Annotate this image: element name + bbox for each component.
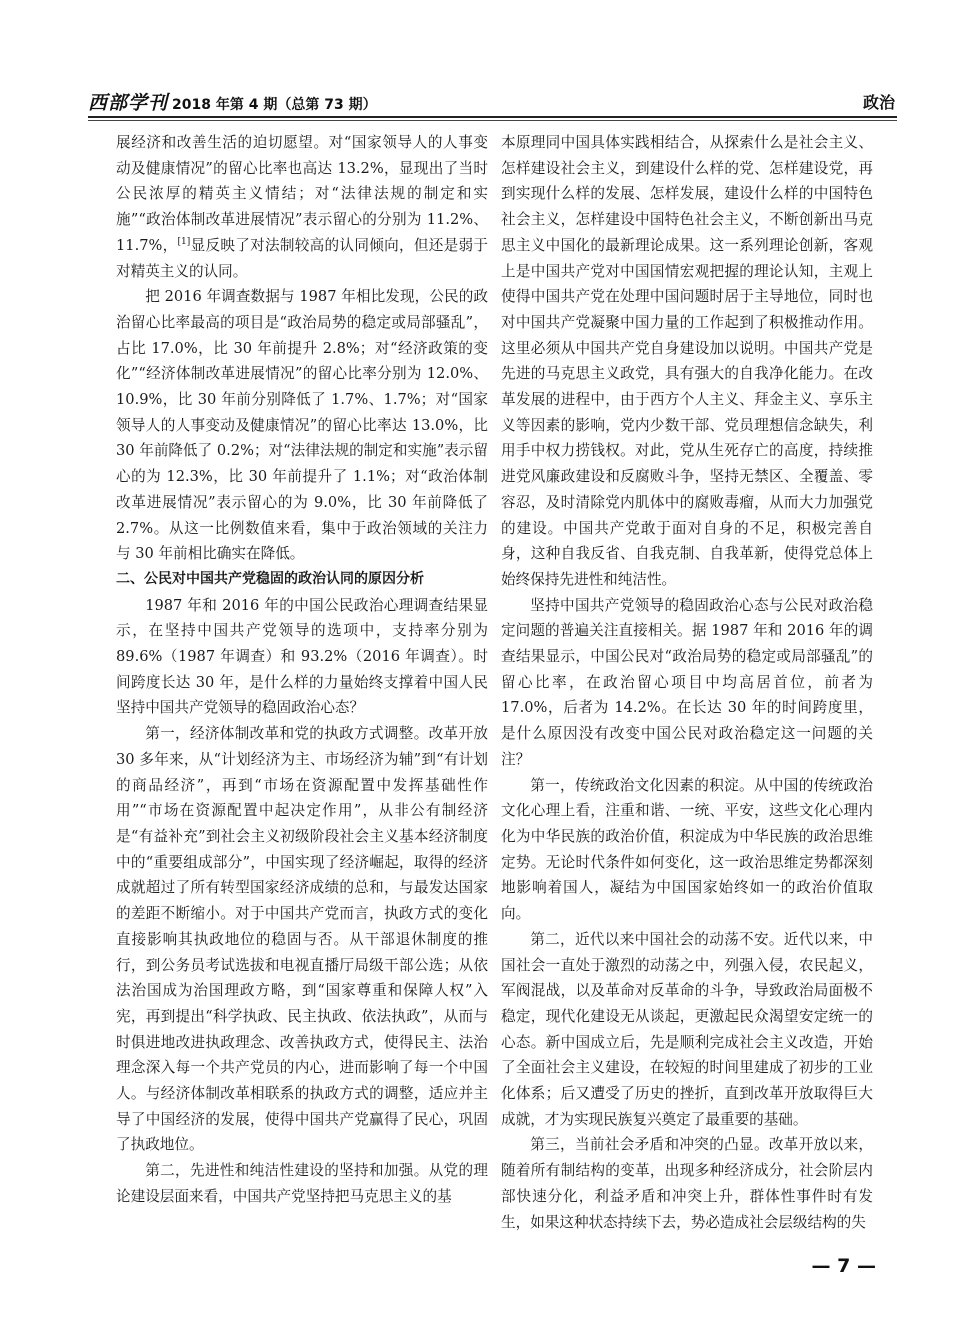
header-rule-thin — [88, 120, 897, 121]
section-heading: 二、公民对中国共产党稳固的政治认同的原因分析 — [116, 570, 424, 587]
page-number: — 7 — — [811, 1255, 876, 1277]
paragraph: 1987 年和 2016 年的中国公民政治心理调查结果显示，在坚持中国共产党领导的选项中，支持率分别为 89.6%（1987 年调查）和 93.2%（2016 年调查）。时间跨度长达 30 年，是什么样的力量始终支撑着中国人民坚持中国共产党领导的稳固政治心态？ — [116, 596, 488, 717]
issue-info: 2018 年第 4 期（总第 73 期） — [172, 97, 377, 113]
citation-ref: [1] — [177, 236, 191, 247]
paragraph: 第二，近代以来中国社会的动荡不安。近代以来，中国社会一直处于激烈的动荡之中，列强入侵，农民起义，军阀混战，以及革命对反革命的斗争，导致政治局面极不稳定，现代化建设无从谈起，更激起民众渴望安定统一的心态。新中国成立后，先是顺利完成社会主义改造，开始了全面社会主义建设，在较短的时间里建成了初步的工业化体系；后又遭受了历史的挫折，直到改革开放取得巨大成就，才为实现民族复兴奠定了最重要的基础。 — [501, 930, 873, 1128]
paragraph: 第三，当前社会矛盾和冲突的凸显。改革开放以来，随着所有制结构的变革，出现多种经济成分，社会阶层内部快速分化，利益矛盾和冲突上升，群体性事件时有发生，如果这种状态持续下去，势必造成社会层级结构的失 — [501, 1136, 873, 1231]
left-column — [116, 130, 488, 1210]
right-column — [501, 130, 873, 1235]
paragraph: 坚持中国共产党领导的稳固政治心态与公民对政治稳定问题的普遍关注直接相关。据 1987 年和 2016 年的调查结果显示，中国公民对“政治局势的稳定或局部骚乱”的留心比率，在政治留心项目中均高居首位，前者为 17.0%，后者为 14.2%。在长达 30 年的时间跨度里，是什么原因没有改变中国公民对政治稳定这一问题的关注？ — [501, 596, 873, 768]
journal-logo: 西部学刊 — [88, 92, 169, 114]
paragraph: 把 2016 年调查数据与 1987 年相比发现，公民的政治留心比率最高的项目是“政治局势的稳定或局部骚乱”，占比 17.0%，比 30 年前提升 2.8%；对“经济政策的变化”“经济体制改革进展情况”的留心比率分别为 12.0%、10.9%，比 30 年前分别降低了 1.7%、1.7%；对“国家领导人的人事变动及健康情况”的留心比率达 13.0%，比 30 年前降低了 0.2%；对“法律法规的制定和实施”表示留心的为 12.3%，比 30 年前提升了 1.1%；对“政治体制改革进展情况”表示留心的为 9.0%，比 30 年前降低了 2.7%。从这一比例数值来看，集中于政治领域的关注力与 30 年前相比确实在降低。 — [116, 288, 488, 563]
paragraph: 本原理同中国具体实践相结合，从探索什么是社会主义、怎样建设社会主义，到建设什么样的党、怎样建设党，再到实现什么样的发展、怎样发展，建设什么样的中国特色社会主义，怎样建设中国特色社会主义，不断创新出马克思主义中国化的最新理论成果。这一系列理论创新，客观上是中国共产党对中国国情宏观把握的理论认知，主观上使得中国共产党在处理中国问题时居于主导地位，同时也对中国共产党凝聚中国力量的工作起到了积极推动作用。这里必须从中国共产党自身建设加以说明。中国共产党是先进的马克思主义政党，具有强大的自我净化能力。在改革发展的进程中，由于西方个人主义、拜金主义、享乐主义等因素的影响，党内少数干部、党员理想信念缺失，利用手中权力捞钱权。对此，党从生死存亡的高度，持续推进党风廉政建设和反腐败斗争，坚持无禁区、全覆盖、零容忍，及时清除党内肌体中的腐败毒瘤，从而大力加强党的建设。中国共产党敢于面对自身的不足，积极完善自身，这种自我反省、自我克制、自我革新，使得党总体上始终保持先进性和纯洁性。 — [501, 134, 873, 588]
header-rule — [88, 116, 897, 118]
running-header — [88, 84, 897, 114]
paragraph-text: 展经济和改善生活的迫切愿望。对“国家领导人的人事变动及健康情况”的留心比率也高达 13.2%，显现出了当时公民浓厚的精英主义情结；对“法律法规的制定和实施”“政治体制改革进展情况”表示留心的分别为 11.2%、11.7%， — [116, 134, 488, 254]
paragraph-text: 显反映了对法制较高的认同倾向，但还是弱于对精英主义的认同。 — [116, 236, 488, 280]
paragraph: 第二，先进性和纯洁性建设的坚持和加强。从党的理论建设层面来看，中国共产党坚持把马克思主义的基 — [116, 1162, 488, 1205]
paragraph — [116, 130, 488, 284]
paragraph: 第一，经济体制改革和党的执政方式调整。改革开放 30 多年来，从“计划经济为主、市场经济为辅”到“有计划的商品经济”，再到“市场在资源配置中发挥基础性作用”“市场在资源配置中起决定作用”，从非公有制经济是“有益补充”到社会主义初级阶段社会主义基本经济制度中的“重要组成部分”，中国实现了经济崛起，取得的经济成就超过了所有转型国家经济成绩的总和，与最发达国家的差距不断缩小。对于中国共产党而言，执政方式的变化直接影响其执政地位的稳固与否。从干部退休制度的推行，到公务员考试选拔和电视直播厅局级干部公选；从依法治国成为治国理政方略，到“国家尊重和保障人权”入宪，再到提出“科学执政、民主执政、依法执政”，从而与时俱进地改进执政理念、改善执政方式，使得民主、法治理念深入每一个共产党员的内心，进而影响了每一个中国人。与经济体制改革相联系的执政方式的调整，适应并主导了中国经济的发展，使得中国共产党赢得了民心，巩固了执政地位。 — [116, 725, 488, 1154]
header-left — [88, 88, 377, 115]
paragraph: 第一，传统政治文化因素的积淀。从中国的传统政治文化心理上看，注重和谐、一统、平安，这些文化心理内化为中华民族的政治价值，积淀成为中华民族的政治思维定势。无论时代条件如何变化，这一政治思维定势都深刻地影响着国人，凝结为中国国家始终如一的政治价值取向。 — [501, 776, 873, 923]
section-label: 政治 — [862, 93, 895, 112]
